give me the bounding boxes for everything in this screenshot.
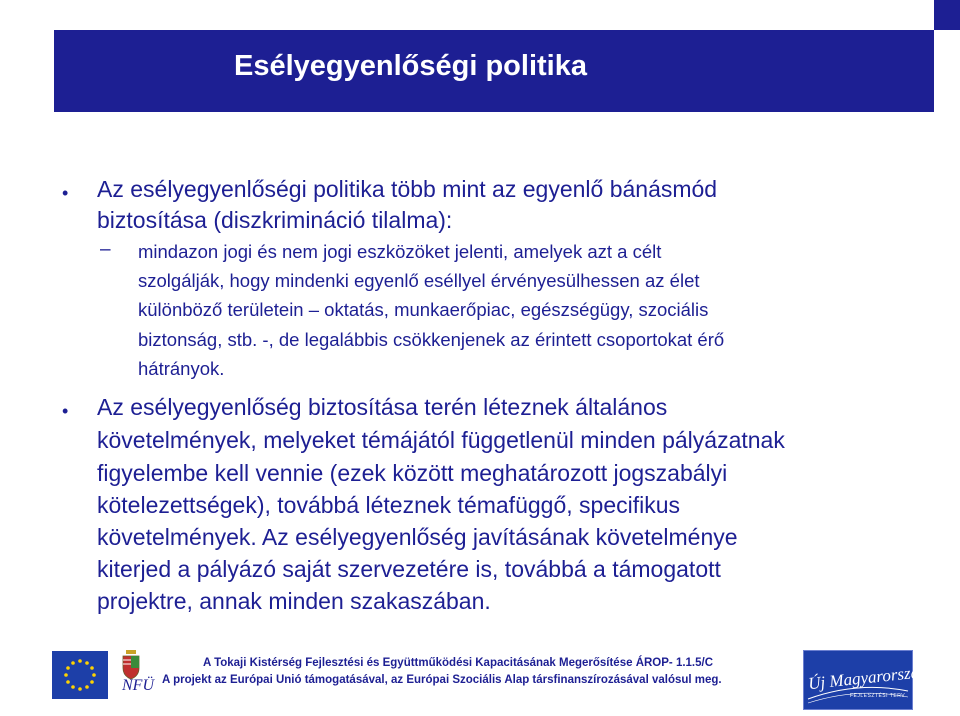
- sub-bullet-dash: –: [100, 239, 111, 260]
- bullet-2-line-2: követelmények, melyeket témájától függetlenül minden pályázatnak: [97, 427, 785, 453]
- eu-flag-logo: [52, 651, 108, 699]
- footer-funding-line: A projekt az Európai Unió támogatásával, az Európai Szociális Alap társfinanszírozásával valósul meg.: [162, 674, 722, 686]
- bullet-2-line-6: kiterjed a pályázó saját szervezetére is, továbbá a támogatott: [97, 556, 721, 582]
- sub-item-line-2: szolgálják, hogy mindenki egyenlő eséllyel érvényesülhessen az élet: [138, 270, 700, 291]
- bullet-2-line-5: követelmények. Az esélyegyenlőség javításának követelménye: [97, 524, 738, 550]
- bullet-2-line-4: kötelezettségek), továbbá léteznek témafüggő, specifikus: [97, 492, 681, 518]
- sub-item-line-5: hátrányok.: [138, 358, 225, 379]
- bullet-2-line-1: Az esélyegyenlőség biztosítása terén léteznek általános: [97, 394, 668, 420]
- sub-item-line-4: biztonság, stb. -, de legalábbis csökkenjenek az érintett csoportokat érő: [138, 329, 725, 350]
- bullet-marker: •: [62, 401, 69, 421]
- uj-magyarorszag-logo-subtext: FEJLESZTÉSI TERV: [850, 693, 906, 699]
- bullet-1-line-2: biztosítása (diszkrimináció tilalma):: [97, 207, 453, 233]
- sub-item-line-3: különböző területein – oktatás, munkaerőpiac, egészségügy, szociális: [138, 299, 709, 320]
- corner-decoration: [934, 0, 960, 30]
- sub-item-line-1: mindazon jogi és nem jogi eszközöket jelenti, amelyek azt a célt: [138, 241, 662, 262]
- bullet-2-line-7: projektre, annak minden szakaszában.: [97, 588, 491, 614]
- bullet-1-line-1: Az esélyegyenlőségi politika több mint az egyenlő bánásmód: [97, 176, 718, 202]
- footer-project-line: A Tokaji Kistérség Fejlesztési és Együttműködési Kapacitásának Megerősítése ÁROP- 1.1.5/C: [203, 657, 714, 669]
- bullet-2-line-3: figyelembe kell vennie (ezek között meghatározott jogszabályi: [97, 460, 728, 486]
- nfu-logo-text: NFÜ: [122, 677, 154, 694]
- slide-title: Esélyegyenlőségi politika: [234, 50, 587, 82]
- bullet-marker: •: [62, 183, 69, 203]
- uj-magyarorszag-logo-text: Új Magyarország: [807, 661, 929, 694]
